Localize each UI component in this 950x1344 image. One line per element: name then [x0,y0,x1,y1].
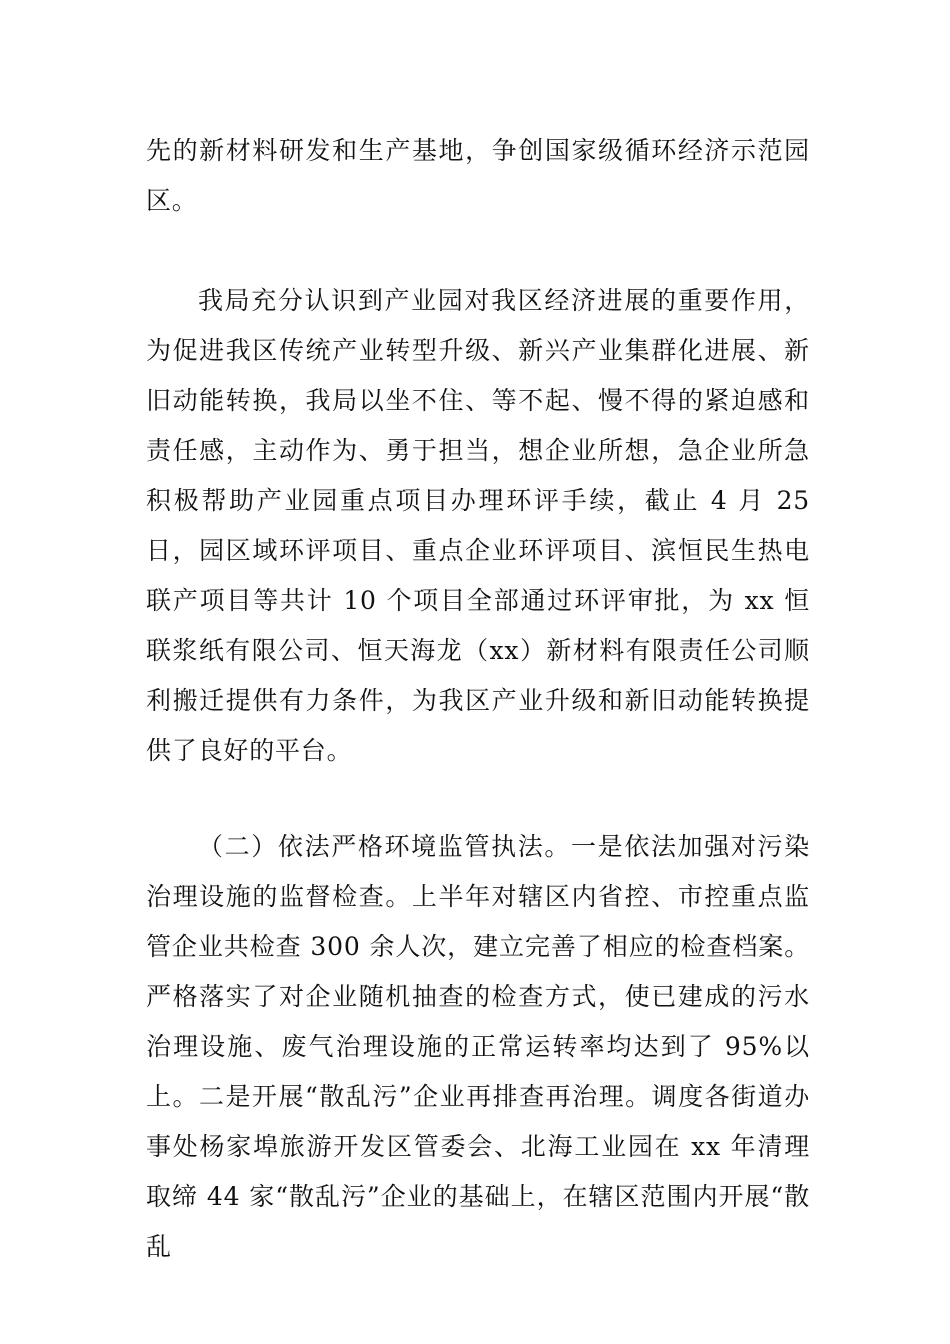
paragraph-environmental-supervision: （二）依法严格环境监管执法。一是依法加强对污染治理设施的监督检查。上半年对辖区内省控、市控重点监管企业共检查 300 余人次，建立完善了相应的检查档案。严格落实了对企业随机抽查的检查方式，使已建成的污水治理设施、废气治理设施的正常运转率均达到了 95%以上。二是开展“散乱污”企业再排查再治理。调度各街道办事处杨家埠旅游开发区管委会、北海工业园在 xx 年清理取缔 44 家“散乱污”企业的基础上，在辖区范围内开展“散乱 [146,832,810,1261]
paragraph-continuation: 先的新材料研发和生产基地，争创国家级循环经济示范园区。 [146,136,810,215]
paragraph-industrial-park: 我局充分认识到产业园对我区经济进展的重要作用，为促进我区传统产业转型升级、新兴产业集群化进展、新旧动能转换，我局以坐不住、等不起、慢不得的紧迫感和责任感，主动作为、勇于担当，想企业所想，急企业所急积极帮助产业园重点项目办理环评手续，截止 4 月 25 日，园区域环评项目、重点企业环评项目、滨恒民生热电联产项目等共计 10 个项目全部通过环评审批，为 xx 恒联浆纸有限公司、恒天海龙（xx）新材料有限责任公司顺利搬迁提供有力条件，为我区产业升级和新旧动能转换提供了良好的平台。 [146,286,810,765]
